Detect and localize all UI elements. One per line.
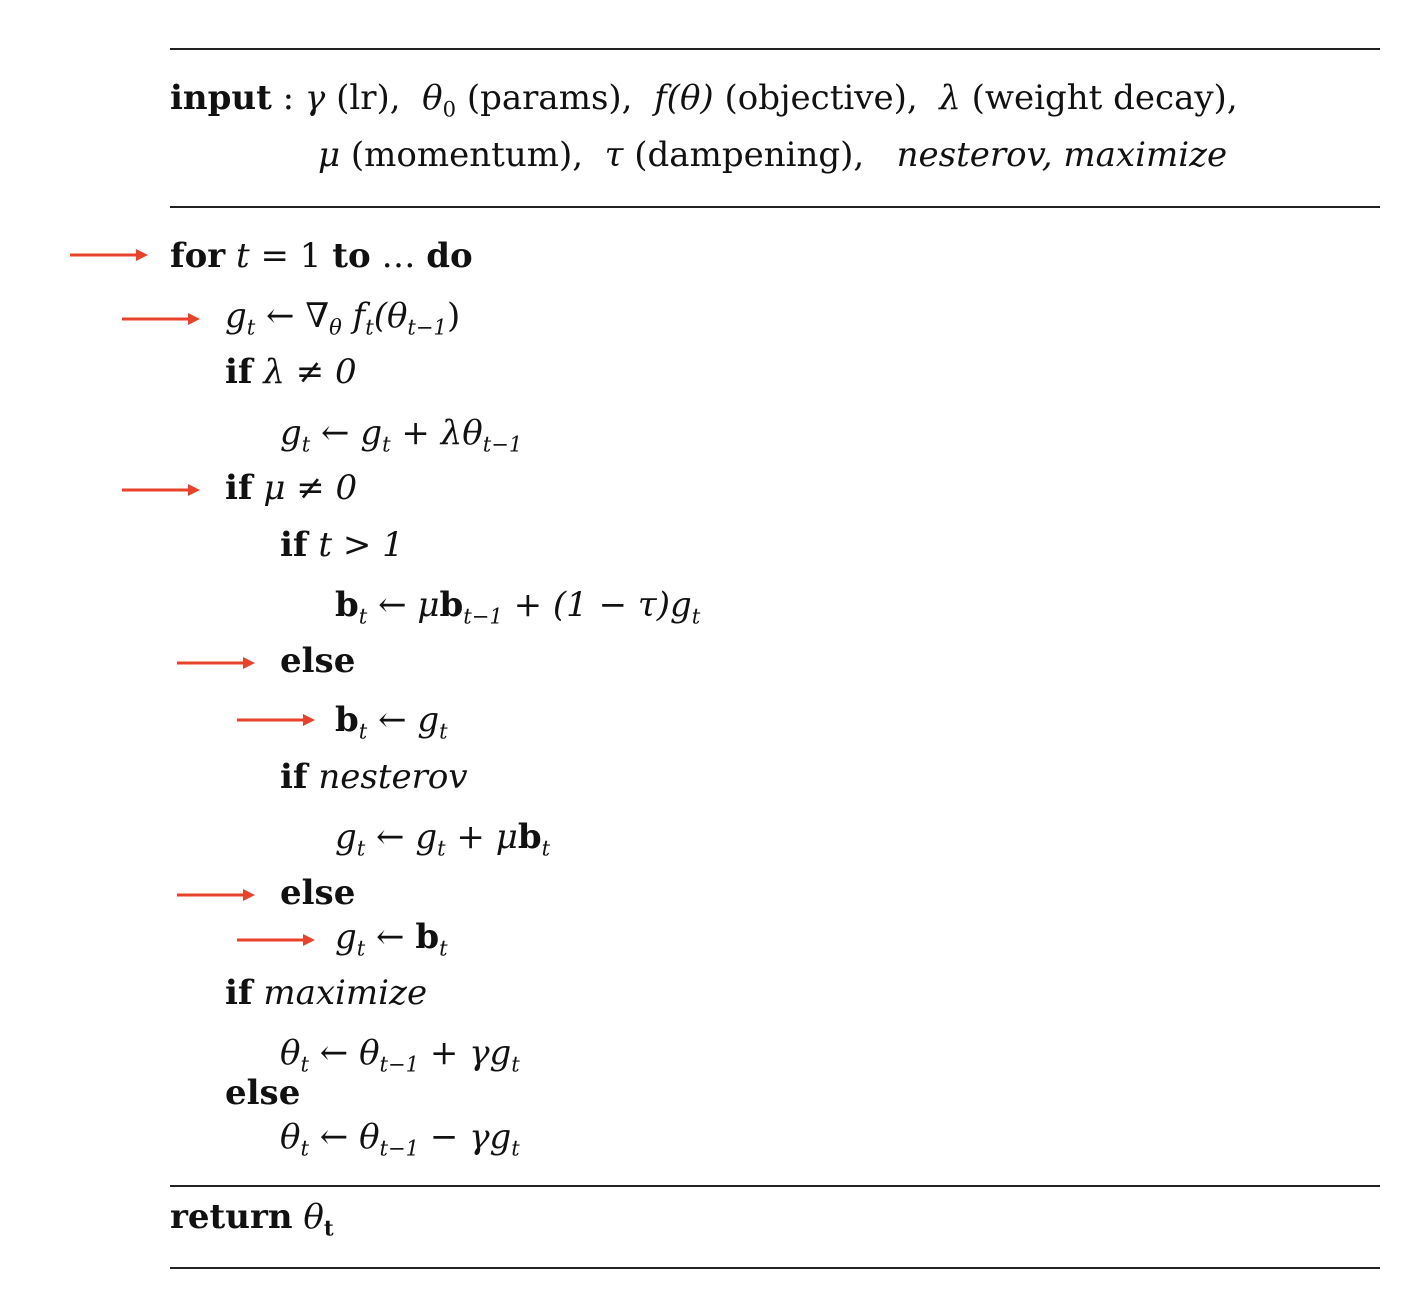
params-sub: 0 — [442, 96, 457, 122]
max-mid: ← θ — [308, 1033, 380, 1073]
g2-b-sub: t — [439, 935, 448, 961]
b-mid: ← μ — [367, 585, 440, 625]
grad-close: ) — [446, 296, 461, 336]
wd-lhs: g — [280, 413, 302, 453]
b-lhs: b — [335, 585, 359, 625]
to-keyword: to — [332, 236, 371, 276]
for-var: t — [236, 236, 250, 276]
params-desc: (params), — [466, 78, 633, 118]
input-label: input — [170, 78, 272, 118]
for-dots: … — [370, 236, 427, 276]
return-line — [170, 1197, 334, 1241]
arrow-icon — [70, 248, 150, 262]
max-rhs-sub: t — [511, 1051, 520, 1077]
min-rhs-sub: t — [511, 1135, 520, 1161]
min-mid-sub: t−1 — [379, 1135, 420, 1161]
for-eq: = 1 — [249, 236, 333, 276]
if-mu-cond: μ ≠ 0 — [252, 468, 358, 508]
lr-symbol: γ — [304, 78, 326, 118]
if-keyword: if — [225, 973, 253, 1013]
for-line — [170, 236, 473, 276]
min-lhs: θ — [280, 1117, 301, 1157]
n-b-sub: t — [541, 835, 551, 861]
if-t-line — [280, 525, 404, 565]
input-separator: : — [271, 78, 305, 118]
return-var: θ — [303, 1197, 324, 1237]
flags-text: nesterov, maximize — [896, 135, 1228, 175]
grad-arrow: ← ∇ — [255, 296, 330, 336]
wd-mid-sub: t — [382, 431, 391, 457]
b-b: b — [439, 585, 464, 625]
if-t-cond: t > 1 — [307, 525, 404, 565]
arrow-icon — [237, 713, 317, 727]
input-row-2 — [318, 135, 1227, 175]
lr-desc: (lr), — [336, 78, 401, 118]
arrow-icon — [177, 656, 257, 670]
arrow-icon — [177, 888, 257, 902]
for-keyword: for — [170, 236, 226, 276]
else-line-3 — [225, 1073, 300, 1113]
wd-mid: ← g — [310, 413, 383, 453]
wd-desc: (weight decay), — [971, 78, 1238, 118]
grad-arg: (θ — [373, 296, 408, 336]
else-keyword: else — [225, 1073, 301, 1113]
minimize-update-line — [280, 1117, 520, 1161]
objective-desc: (objective), — [724, 78, 918, 118]
buffer-update-line — [335, 585, 701, 629]
grad-nabla-sub: θ — [329, 314, 342, 340]
min-lhs-sub: t — [300, 1135, 309, 1161]
weight-decay-line — [280, 413, 523, 457]
max-mid-sub: t−1 — [379, 1051, 420, 1077]
b2-lhs: b — [335, 700, 359, 740]
gradient-line — [225, 296, 461, 340]
if-max-cond: maximize — [252, 973, 428, 1013]
body-bottom-rule — [170, 1185, 1380, 1187]
g2-arrow: ← — [365, 917, 416, 957]
b-b-sub: t−1 — [463, 603, 503, 629]
if-maximize-line — [225, 973, 427, 1013]
g2-lhs-sub: t — [356, 935, 366, 961]
min-mid: ← θ — [308, 1117, 380, 1157]
else-keyword: else — [280, 641, 356, 681]
input-bottom-rule — [170, 206, 1380, 208]
if-wd-cond: λ ≠ 0 — [252, 352, 357, 392]
if-keyword: if — [225, 352, 253, 392]
b-rhs-sub: t — [691, 603, 701, 629]
max-lhs-sub: t — [300, 1051, 309, 1077]
dampening-desc: (dampening), — [634, 135, 865, 175]
wd-rhs-sub: t−1 — [482, 431, 523, 457]
if-nesterov-line — [280, 757, 468, 797]
grad-buffer-line — [335, 917, 448, 961]
arrow-icon — [122, 312, 202, 326]
max-rhs: + γg — [419, 1033, 512, 1073]
b2-lhs-sub: t — [358, 718, 368, 744]
arrow-icon — [237, 933, 317, 947]
else-line-1 — [280, 641, 355, 681]
momentum-desc: (momentum), — [350, 135, 584, 175]
params-symbol: θ — [422, 78, 443, 118]
input-row-1 — [170, 78, 1238, 122]
return-keyword: return — [170, 1197, 293, 1237]
min-rhs: − γg — [419, 1117, 512, 1157]
if-weight-decay-line — [225, 352, 357, 392]
n-mid: ← g — [365, 817, 438, 857]
return-sub: t — [323, 1215, 334, 1241]
if-momentum-line — [225, 468, 357, 508]
nesterov-update-line — [335, 817, 551, 861]
if-keyword: if — [280, 525, 308, 565]
else-keyword: else — [280, 873, 356, 913]
grad-f-sub: t — [365, 314, 374, 340]
b-rhs: + (1 − τ)g — [502, 585, 692, 625]
arrow-icon — [122, 483, 202, 497]
n-b: b — [517, 817, 542, 857]
b2-rhs-sub: t — [439, 718, 448, 744]
g2-b: b — [415, 917, 440, 957]
n-lhs-sub: t — [356, 835, 366, 861]
b-lhs-sub: t — [358, 603, 368, 629]
buffer-init-line — [335, 700, 448, 744]
max-lhs: θ — [280, 1033, 301, 1073]
maximize-update-line — [280, 1033, 520, 1077]
grad-f: f — [341, 296, 366, 336]
wd-symbol: λ — [939, 78, 961, 118]
if-keyword: if — [280, 757, 308, 797]
do-keyword: do — [426, 236, 473, 276]
grad-lhs: g — [225, 296, 247, 336]
n-mid-sub: t — [437, 835, 446, 861]
if-keyword: if — [225, 468, 253, 508]
n-rhs: + μ — [445, 817, 518, 857]
wd-lhs-sub: t — [301, 431, 311, 457]
end-rule — [170, 1267, 1380, 1269]
dampening-symbol: τ — [604, 135, 624, 175]
grad-arg-sub: t−1 — [407, 314, 447, 340]
g2-lhs: g — [335, 917, 357, 957]
wd-rhs: + λθ — [390, 413, 483, 453]
momentum-symbol: μ — [318, 135, 341, 175]
else-line-2 — [280, 873, 355, 913]
objective-symbol: f(θ) — [654, 78, 714, 118]
grad-lhs-sub: t — [246, 314, 256, 340]
if-nest-cond: nesterov — [307, 757, 468, 797]
b2-rhs: ← g — [367, 700, 440, 740]
n-lhs: g — [335, 817, 357, 857]
top-rule — [170, 48, 1380, 50]
